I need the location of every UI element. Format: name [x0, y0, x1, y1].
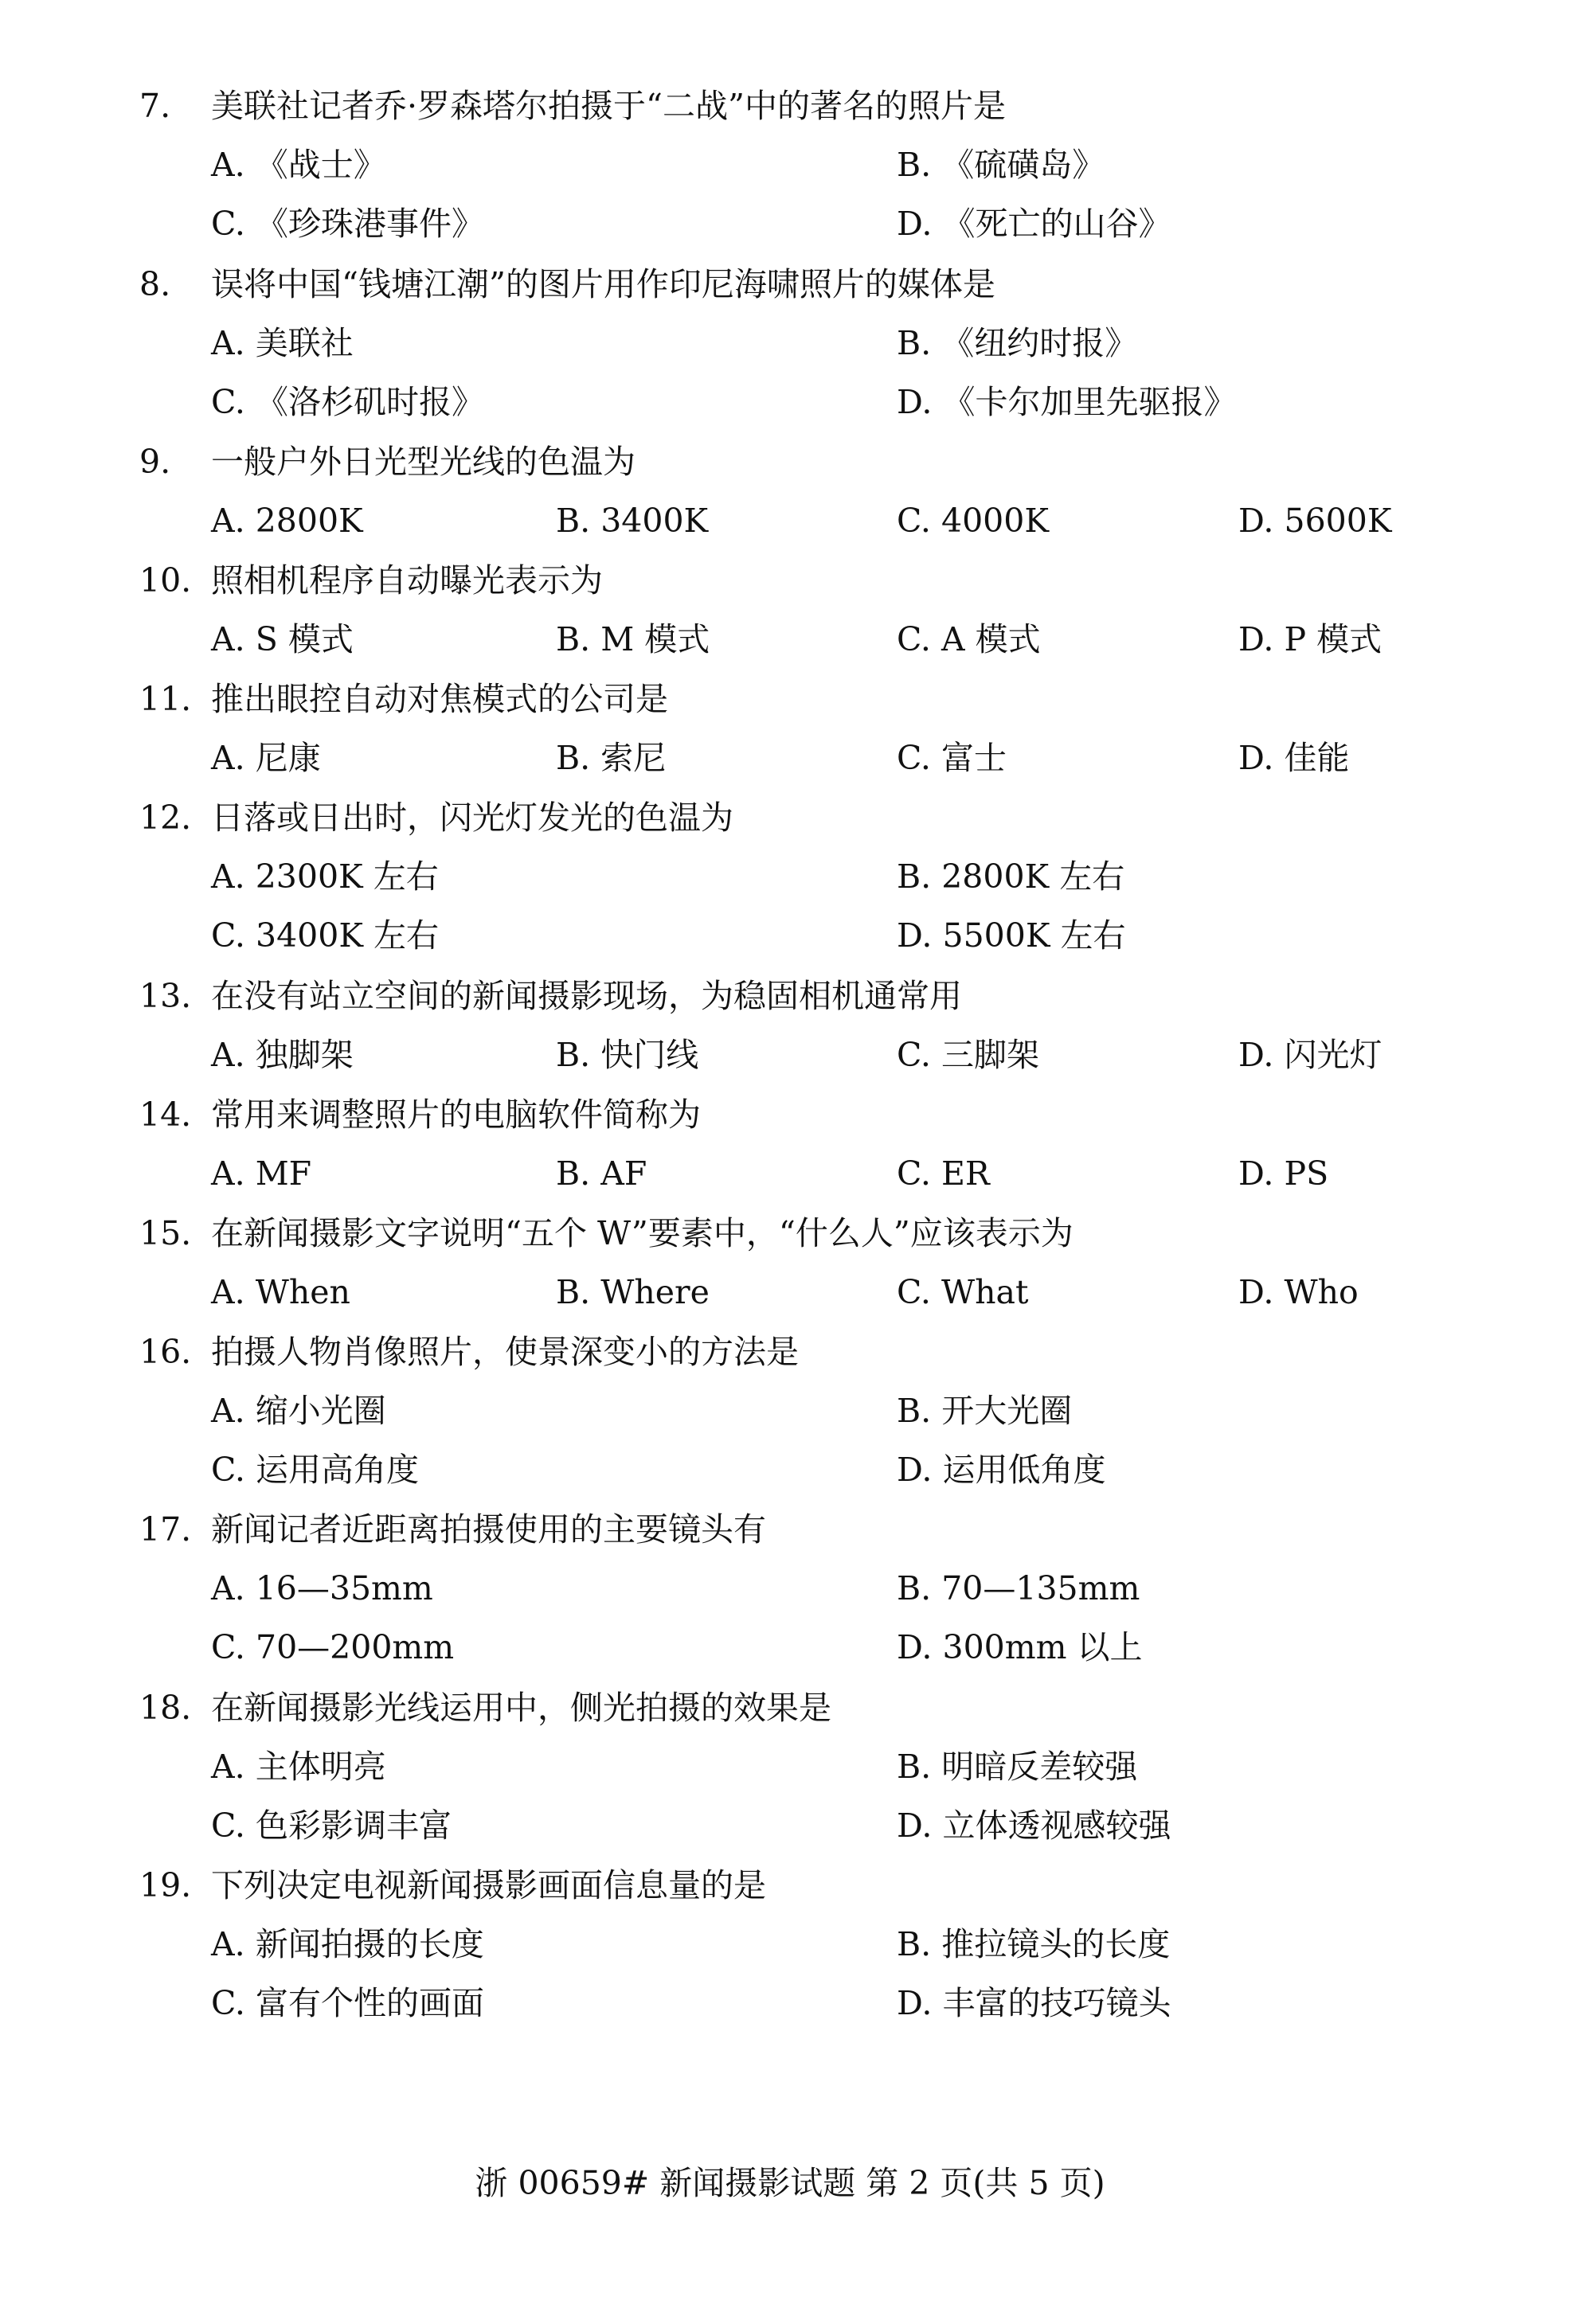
option-a [211, 1381, 386, 1440]
option-text: 2800K 左右 [941, 857, 1125, 896]
option-letter: A. [211, 857, 245, 896]
option-text: 独脚架 [255, 1035, 354, 1074]
option-c [897, 1263, 1028, 1322]
option-c [211, 1974, 484, 2033]
option-text: S 模式 [255, 620, 354, 658]
option-letter: C. [897, 502, 931, 540]
question-stem: 在新闻摄影文字说明“五个 W”要素中，“什么人”应该表示为 [211, 1213, 1074, 1252]
option-b [556, 1263, 710, 1322]
option-a [211, 1025, 354, 1084]
question-stem: 拍摄人物肖像照片，使景深变小的方法是 [211, 1332, 799, 1371]
option-letter: B. [897, 1569, 932, 1607]
question-number: 15. [139, 1213, 192, 1252]
option-d [1238, 610, 1382, 669]
option-text: AF [600, 1154, 647, 1193]
option-row [0, 373, 1580, 432]
option-letter: A. [211, 1747, 245, 1786]
option-row [0, 1440, 1580, 1499]
question-stem: 误将中国“钱塘江潮”的图片用作印尼海啸照片的媒体是 [211, 264, 995, 303]
option-text: P 模式 [1284, 620, 1382, 658]
option-text: 闪光灯 [1284, 1035, 1382, 1074]
question-number: 10. [139, 561, 192, 600]
option-a [211, 491, 363, 550]
option-letter: D. [897, 205, 933, 243]
option-letter: B. [897, 146, 932, 184]
option-c [211, 194, 484, 253]
option-letter: A. [211, 1925, 245, 1963]
option-text: M 模式 [600, 620, 710, 658]
option-text: 运用低角度 [942, 1450, 1106, 1489]
option-text: 索尼 [600, 739, 667, 777]
option-text: 《洛杉矶时报》 [256, 382, 484, 421]
option-b [556, 491, 708, 550]
option-text: 70—200mm [256, 1628, 455, 1666]
option-letter: D. [1238, 620, 1274, 658]
option-d [1238, 728, 1350, 787]
option-text: 明暗反差较强 [941, 1747, 1138, 1786]
question-stem-line [0, 432, 1580, 491]
question-stem-line [0, 967, 1580, 1025]
question-stem-line [0, 1085, 1580, 1144]
option-a [211, 1559, 433, 1618]
question-14 [0, 1085, 1580, 1203]
option-text: 富士 [941, 739, 1007, 777]
option-letter: D. [1238, 1272, 1274, 1311]
option-row [0, 906, 1580, 965]
option-text: 运用高角度 [256, 1450, 419, 1489]
question-number: 7. [139, 87, 171, 125]
option-text: Where [600, 1272, 710, 1311]
option-text: 300mm 以上 [942, 1628, 1143, 1666]
option-d [897, 1796, 1171, 1855]
option-c [897, 491, 1049, 550]
question-17 [0, 1500, 1580, 1677]
option-d [897, 1618, 1143, 1677]
option-letter: B. [556, 502, 591, 540]
question-stem: 在新闻摄影光线运用中，侧光拍摄的效果是 [211, 1688, 831, 1727]
question-stem: 推出眼控自动对焦模式的公司是 [211, 680, 668, 718]
option-b [556, 728, 666, 787]
option-c [897, 610, 1041, 669]
question-16 [0, 1322, 1580, 1499]
question-number: 14. [139, 1095, 192, 1134]
option-text: 3400K 左右 [256, 916, 440, 955]
question-number: 19. [139, 1866, 192, 1904]
option-a [211, 1144, 311, 1203]
question-stem: 新闻记者近距离拍摄使用的主要镜头有 [211, 1510, 766, 1549]
option-c [211, 906, 439, 965]
question-7 [0, 76, 1580, 253]
option-b [897, 847, 1124, 906]
option-d [897, 1440, 1106, 1499]
question-15 [0, 1204, 1580, 1322]
option-text: 《纽约时报》 [941, 323, 1138, 362]
option-a [211, 1915, 484, 1974]
option-text: 新闻拍摄的长度 [255, 1925, 484, 1963]
option-text: 三脚架 [941, 1035, 1039, 1074]
option-letter: D. [1238, 1154, 1274, 1193]
question-10 [0, 551, 1580, 669]
option-row [0, 1263, 1580, 1322]
option-row [0, 610, 1580, 669]
option-d [897, 373, 1237, 432]
option-text: A 模式 [941, 620, 1041, 658]
option-letter: A. [211, 739, 245, 777]
question-stem-line [0, 1678, 1580, 1737]
option-row [0, 314, 1580, 373]
option-row [0, 1381, 1580, 1440]
option-letter: D. [897, 1806, 933, 1845]
option-letter: C. [897, 1272, 931, 1311]
question-stem-line [0, 1856, 1580, 1915]
option-d [1238, 1025, 1382, 1084]
option-text: 推拉镜头的长度 [941, 1925, 1171, 1963]
option-text: 16—35mm [255, 1569, 433, 1607]
option-a [211, 847, 439, 906]
option-d [1238, 491, 1391, 550]
question-stem: 在没有站立空间的新闻摄影现场，为稳固相机通常用 [211, 976, 962, 1015]
question-stem-line [0, 788, 1580, 847]
option-text: 5600K [1284, 502, 1392, 540]
option-d [1238, 1263, 1359, 1322]
option-text: 《硫磺岛》 [941, 146, 1105, 184]
option-row [0, 728, 1580, 787]
option-letter: B. [897, 1925, 932, 1963]
option-letter: C. [211, 205, 245, 243]
question-stem-line [0, 1322, 1580, 1381]
question-8 [0, 255, 1580, 432]
question-number: 16. [139, 1332, 192, 1371]
question-stem: 常用来调整照片的电脑软件简称为 [211, 1095, 701, 1134]
option-text: 3400K [600, 502, 709, 540]
option-b [556, 1144, 647, 1203]
option-letter: B. [897, 1391, 932, 1430]
option-b [897, 1915, 1170, 1974]
option-letter: A. [211, 1272, 245, 1311]
option-row [0, 1144, 1580, 1203]
question-18 [0, 1678, 1580, 1855]
option-a [211, 1263, 350, 1322]
question-9 [0, 432, 1580, 550]
question-number: 13. [139, 976, 192, 1015]
question-number: 18. [139, 1688, 192, 1727]
option-row [0, 1618, 1580, 1677]
option-letter: B. [897, 1747, 932, 1786]
option-b [556, 610, 710, 669]
option-letter: C. [211, 1628, 245, 1666]
option-letter: B. [556, 1035, 591, 1074]
option-letter: A. [211, 323, 245, 362]
option-letter: B. [556, 1154, 591, 1193]
option-text: 富有个性的画面 [256, 1984, 484, 2022]
option-text: MF [255, 1154, 312, 1193]
option-d [897, 1974, 1171, 2033]
option-b [897, 135, 1105, 194]
option-b [897, 1559, 1140, 1618]
option-c [211, 1440, 419, 1499]
option-text: 主体明亮 [255, 1747, 386, 1786]
option-text: 佳能 [1284, 739, 1350, 777]
option-text: 70—135mm [941, 1569, 1140, 1607]
option-letter: A. [211, 146, 245, 184]
option-text: 《死亡的山谷》 [942, 205, 1171, 243]
option-d [897, 906, 1126, 965]
option-letter: A. [211, 502, 245, 540]
question-number: 11. [139, 680, 192, 718]
option-text: 丰富的技巧镜头 [942, 1984, 1171, 2022]
option-letter: D. [897, 1628, 933, 1666]
option-c [897, 728, 1007, 787]
option-row [0, 1737, 1580, 1796]
option-text: What [941, 1272, 1029, 1311]
question-stem: 日落或日出时，闪光灯发光的色温为 [211, 799, 733, 837]
question-stem-line [0, 1500, 1580, 1559]
page-footer: 浙 00659# 新闻摄影试题 第 2 页(共 5 页) [475, 2164, 1105, 2202]
option-text: 《战士》 [255, 146, 386, 184]
option-text: 快门线 [600, 1035, 699, 1074]
question-stem-line [0, 670, 1580, 728]
question-stem: 美联社记者乔·罗森塔尔拍摄于“二战”中的著名的照片是 [211, 87, 1006, 125]
option-text: 色彩影调丰富 [256, 1806, 452, 1845]
question-number: 8. [139, 264, 171, 303]
option-letter: D. [897, 916, 933, 955]
question-stem: 一般户外日光型光线的色温为 [211, 443, 636, 481]
question-number: 17. [139, 1510, 192, 1549]
option-letter: C. [897, 739, 931, 777]
option-text: 美联社 [255, 323, 354, 362]
option-letter: B. [556, 739, 591, 777]
option-text: 2800K [255, 502, 363, 540]
option-d [897, 194, 1171, 253]
option-letter: D. [1238, 739, 1274, 777]
option-letter: D. [897, 1450, 933, 1489]
option-a [211, 610, 354, 669]
option-letter: A. [211, 620, 245, 658]
option-letter: C. [897, 620, 931, 658]
question-stem-line [0, 1204, 1580, 1263]
option-letter: A. [211, 1154, 245, 1193]
option-letter: C. [897, 1035, 931, 1074]
option-text: 2300K 左右 [255, 857, 439, 896]
option-letter: A. [211, 1391, 245, 1430]
question-stem-line [0, 255, 1580, 314]
option-text: 尼康 [255, 739, 321, 777]
question-number: 9. [139, 443, 171, 481]
option-letter: C. [211, 1984, 245, 2022]
option-row [0, 491, 1580, 550]
option-letter: B. [556, 1272, 591, 1311]
question-stem: 照相机程序自动曝光表示为 [211, 561, 603, 600]
option-text: Who [1284, 1272, 1359, 1311]
option-letter: D. [897, 382, 933, 421]
option-letter: C. [211, 916, 245, 955]
option-letter: D. [1238, 502, 1274, 540]
option-text: ER [941, 1154, 990, 1193]
option-letter: B. [556, 620, 591, 658]
option-a [211, 314, 354, 373]
option-letter: D. [1238, 1035, 1274, 1074]
option-c [211, 1618, 454, 1677]
option-text: 缩小光圈 [255, 1391, 386, 1430]
option-letter: B. [897, 857, 932, 896]
option-row [0, 847, 1580, 906]
option-text: 5500K 左右 [942, 916, 1126, 955]
option-c [897, 1144, 990, 1203]
option-a [211, 728, 321, 787]
question-11 [0, 670, 1580, 787]
option-text: 开大光圈 [941, 1391, 1073, 1430]
option-letter: A. [211, 1569, 245, 1607]
option-b [897, 1381, 1072, 1440]
option-row [0, 1974, 1580, 2033]
option-b [556, 1025, 698, 1084]
option-letter: C. [897, 1154, 931, 1193]
question-stem-line [0, 76, 1580, 135]
question-12 [0, 788, 1580, 965]
option-text: PS [1284, 1154, 1329, 1193]
option-c [897, 1025, 1039, 1084]
question-13 [0, 967, 1580, 1084]
option-letter: D. [897, 1984, 933, 2022]
option-letter: C. [211, 1450, 245, 1489]
option-b [897, 314, 1137, 373]
option-c [211, 373, 484, 432]
option-letter: C. [211, 382, 245, 421]
option-letter: A. [211, 1035, 245, 1074]
option-text: 《卡尔加里先驱报》 [942, 382, 1237, 421]
option-row [0, 135, 1580, 194]
option-text: 《珍珠港事件》 [256, 205, 484, 243]
option-letter: C. [211, 1806, 245, 1845]
question-stem-line [0, 551, 1580, 610]
question-number: 12. [139, 799, 192, 837]
option-row [0, 1796, 1580, 1855]
option-row [0, 1559, 1580, 1618]
option-c [211, 1796, 452, 1855]
question-19 [0, 1856, 1580, 2033]
option-text: When [255, 1272, 350, 1311]
option-letter: B. [897, 323, 932, 362]
option-a [211, 135, 386, 194]
option-b [897, 1737, 1137, 1796]
option-row [0, 1025, 1580, 1084]
option-row [0, 194, 1580, 253]
option-text: 立体透视感较强 [942, 1806, 1171, 1845]
option-a [211, 1737, 386, 1796]
option-row [0, 1915, 1580, 1974]
option-d [1238, 1144, 1328, 1203]
question-stem: 下列决定电视新闻摄影画面信息量的是 [211, 1866, 766, 1904]
option-text: 4000K [941, 502, 1049, 540]
